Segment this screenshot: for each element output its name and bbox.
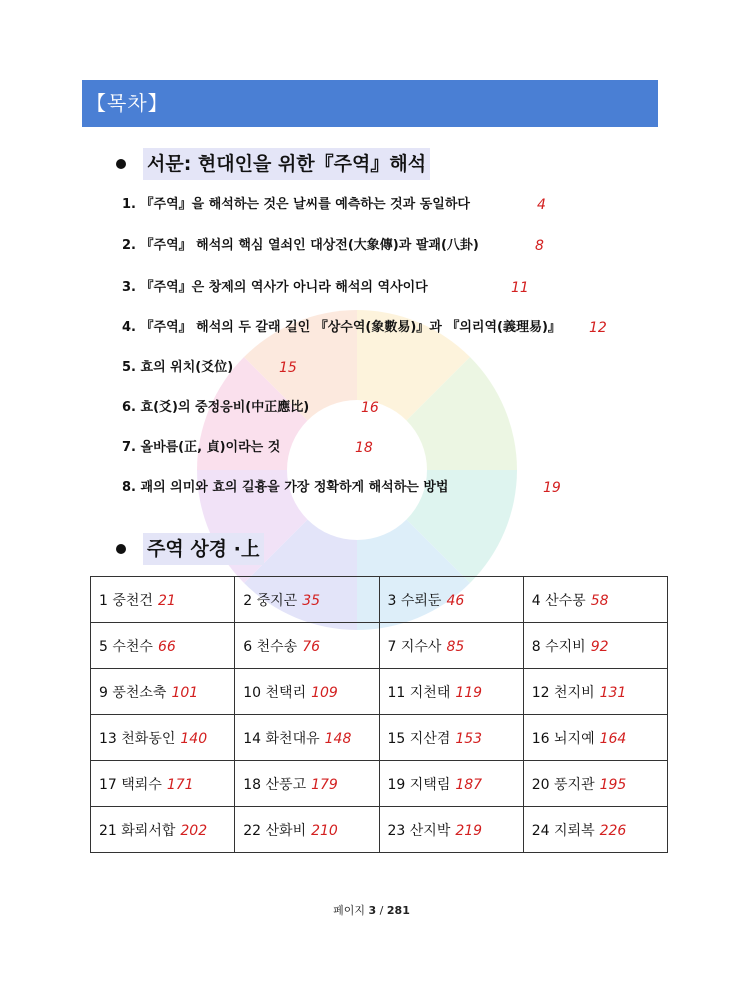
table-row [91, 577, 668, 623]
hexagram-cell[interactable]: 10 천택리 109 [235, 669, 379, 715]
hexagram-table [90, 576, 668, 853]
hexagram-cell[interactable]: 3 수뢰둔 46 [379, 577, 523, 623]
hexagram-cell[interactable]: 4 산수몽 58 [523, 577, 667, 623]
footer-prefix: 페이지 [333, 904, 366, 917]
footer-total-pages: 281 [386, 904, 410, 917]
bullet-icon [116, 159, 126, 169]
hexagram-cell[interactable]: 24 지뢰복 226 [523, 807, 667, 853]
section-upper-canon-title: 주역 상경 ·上 [143, 533, 264, 565]
table-row [91, 807, 668, 853]
page-footer [0, 902, 743, 918]
section-upper-canon-heading [116, 532, 264, 566]
hexagram-cell[interactable]: 18 산풍고 179 [235, 761, 379, 807]
toc-item-7[interactable]: 7. 올바름(正, 貞)이라는 것 [122, 440, 281, 455]
toc-item-6[interactable]: 6. 효(爻)의 중정응비(中正應比) [122, 400, 310, 415]
hexagram-cell[interactable]: 15 지산겸 153 [379, 715, 523, 761]
hexagram-cell[interactable]: 12 천지비 131 [523, 669, 667, 715]
toc-item-7-page[interactable]: 18 [355, 440, 373, 456]
toc-header-bar [82, 80, 658, 127]
toc-item-1[interactable]: 1. 『주역』을 해석하는 것은 날씨를 예측하는 것과 동일하다 [122, 197, 470, 212]
table-row [91, 669, 668, 715]
section-preface-title: 서문: 현대인을 위한『주역』해석 [143, 148, 430, 180]
table-row [91, 623, 668, 669]
hexagram-cell[interactable]: 13 천화동인 140 [91, 715, 235, 761]
toc-item-2-page[interactable]: 8 [535, 238, 544, 254]
toc-item-5-page[interactable]: 15 [279, 360, 297, 376]
hexagram-cell[interactable]: 5 수천수 66 [91, 623, 235, 669]
hexagram-cell[interactable]: 17 택뢰수 171 [91, 761, 235, 807]
hexagram-cell[interactable]: 22 산화비 210 [235, 807, 379, 853]
table-row [91, 715, 668, 761]
hexagram-cell[interactable]: 21 화뢰서합 202 [91, 807, 235, 853]
hexagram-cell[interactable]: 23 산지박 219 [379, 807, 523, 853]
hexagram-cell[interactable]: 14 화천대유 148 [235, 715, 379, 761]
hexagram-cell[interactable]: 9 풍천소축 101 [91, 669, 235, 715]
footer-current-page: 3 [368, 904, 377, 917]
hexagram-cell[interactable]: 19 지택림 187 [379, 761, 523, 807]
hexagram-cell[interactable]: 8 수지비 92 [523, 623, 667, 669]
toc-item-2[interactable]: 2. 『주역』 해석의 핵심 열쇠인 대상전(大象傳)과 팔괘(八卦) [122, 238, 479, 253]
footer-separator: / [379, 904, 384, 917]
toc-item-5[interactable]: 5. 효의 위치(爻位) [122, 360, 234, 375]
bullet-icon [116, 544, 126, 554]
hexagram-cell[interactable]: 6 천수송 76 [235, 623, 379, 669]
toc-header-title: 【목차】 [86, 91, 169, 115]
toc-item-8[interactable]: 8. 괘의 의미와 효의 길흉을 가장 정확하게 해석하는 방법 [122, 480, 449, 495]
toc-item-6-page[interactable]: 16 [361, 400, 379, 416]
section-preface-heading [116, 147, 430, 181]
hexagram-cell[interactable]: 1 중천건 21 [91, 577, 235, 623]
toc-item-4-page[interactable]: 12 [589, 320, 607, 336]
toc-item-3[interactable]: 3. 『주역』은 창제의 역사가 아니라 해석의 역사이다 [122, 280, 428, 295]
table-row [91, 761, 668, 807]
toc-item-1-page[interactable]: 4 [537, 197, 546, 213]
toc-item-3-page[interactable]: 11 [511, 280, 529, 296]
hexagram-cell[interactable]: 16 뇌지예 164 [523, 715, 667, 761]
toc-item-8-page[interactable]: 19 [543, 480, 561, 496]
hexagram-cell[interactable]: 20 풍지관 195 [523, 761, 667, 807]
hexagram-cell[interactable]: 2 중지곤 35 [235, 577, 379, 623]
hexagram-cell[interactable]: 11 지천태 119 [379, 669, 523, 715]
toc-item-4[interactable]: 4. 『주역』 해석의 두 갈래 길인 『상수역(象數易)』과 『의리역(義理易)』 [122, 320, 561, 335]
hexagram-cell[interactable]: 7 지수사 85 [379, 623, 523, 669]
